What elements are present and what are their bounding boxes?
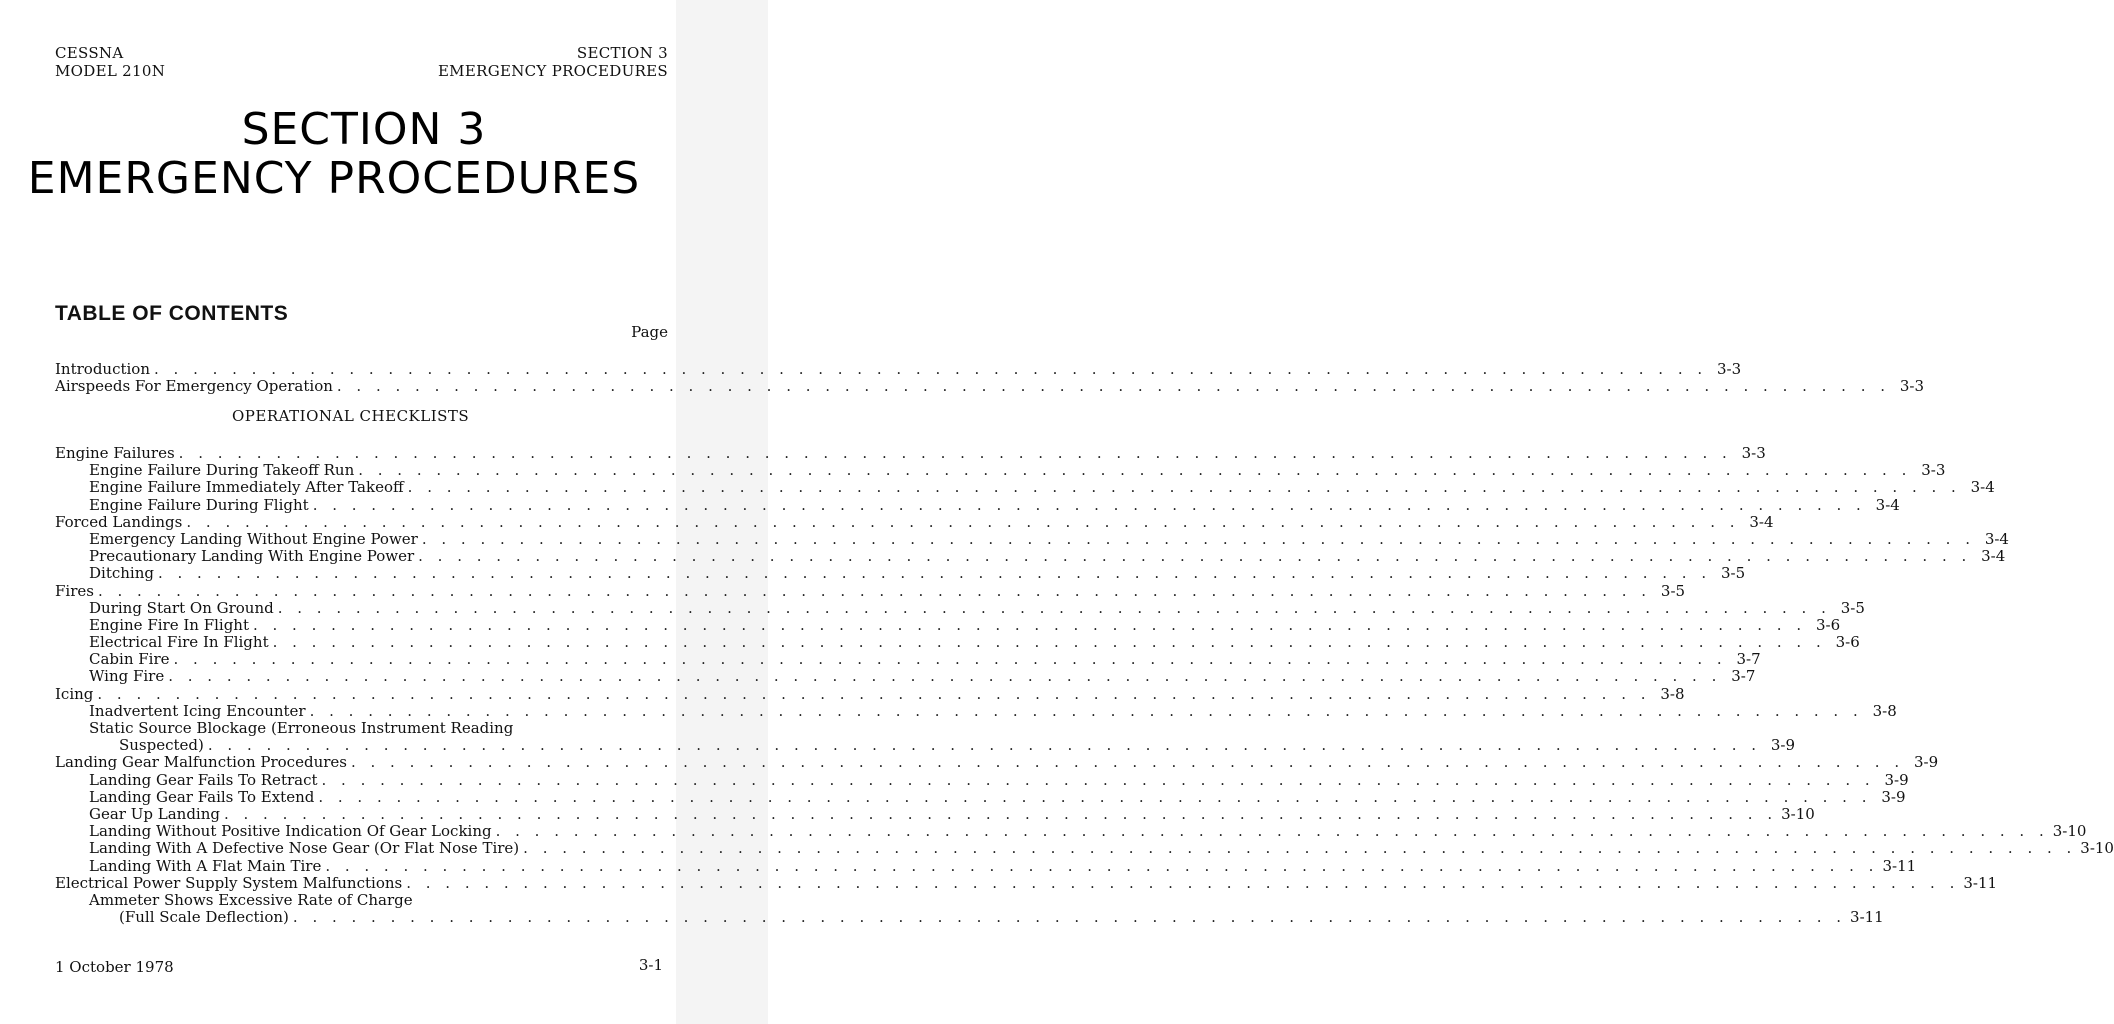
toc-entry-title: (Full Scale Deflection): [119, 908, 289, 927]
toc-leader-dots: . . . . . . . . . . . . . . . . . . . . . . . . . . . . . . . . . . . . . . . . . . . . . . . . . . . . . . . . . . . . . . . . . . . . . . . . . . . . . . . .: [168, 667, 1722, 686]
toc-entry-page: 3-3: [1899, 377, 1925, 396]
toc-leader-dots: . . . . . . . . . . . . . . . . . . . . . . . . . . . . . . . . . . . . . . . . . . . . . . . . . . . . . . . . . . . . . . . . . . . . . . . . . . . . . . . .: [277, 598, 1831, 617]
toc-leader-dots: . . . . . . . . . . . . . . . . . . . . . . . . . . . . . . . . . . . . . . . . . . . . . . . . . . . . . . . . . . . . . . . . . . . . . . . . . . . . . . . .: [173, 650, 1727, 669]
toc-entry-title: Engine Failure During Takeoff Run: [89, 461, 355, 480]
toc-entry-page: 3-4: [1970, 478, 1995, 497]
toc-entry-page: 3-4: [1749, 512, 1774, 531]
toc-entry: [55, 822, 2087, 841]
toc-leader-dots: . . . . . . . . . . . . . . . . . . . . . . . . . . . . . . . . . . . . . . . . . . . . . . . . . . . . . . . . . . . . . . . . . . . . . . . . . . . . . . . .: [207, 736, 1761, 755]
toc-entry-page: 3-9: [1770, 736, 1795, 755]
toc-entry-title: Engine Failure During Flight: [89, 495, 309, 514]
toc-leader-dots: . . . . . . . . . . . . . . . . . . . . . . . . . . . . . . . . . . . . . . . . . . . . . . . . . . . . . . . . . . . . . . . . . . . . . . . . . . . . . . . .: [272, 633, 1826, 652]
running-header-left: [55, 44, 165, 80]
toc-leader-dots: . . . . . . . . . . . . . . . . . . . . . . . . . . . . . . . . . . . . . . . . . . . . . . . . . . . . . . . . . . . . . . . . . . . . . . . . . . . . . . . .: [97, 581, 1652, 600]
toc-entry-page: 3-6: [1815, 615, 1841, 634]
toc-entry: [55, 461, 1946, 480]
toc-entry: [55, 512, 1774, 531]
section-subtitle: EMERGENCY PROCEDURES: [27, 153, 641, 204]
toc-entry: [55, 804, 1815, 823]
toc-leader-dots: . . . . . . . . . . . . . . . . . . . . . . . . . . . . . . . . . . . . . . . . . . . . . . . . . . . . . . . . . . . . . . . . . . . . . . . . . . . . . . . .: [325, 856, 1879, 875]
toc-entry-page: 3-10: [2080, 839, 2114, 858]
toc-entry: [55, 873, 1998, 892]
toc-entry: [55, 564, 1746, 583]
toc-entry: [55, 787, 1906, 806]
toc-entry: [55, 633, 1860, 652]
toc-entry-title: Engine Fire In Flight: [89, 615, 249, 634]
toc-leader-dots: . . . . . . . . . . . . . . . . . . . . . . . . . . . . . . . . . . . . . . . . . . . . . . . . . . . . . . . . . . . . . . . . . . . . . . . . . . . . . . . .: [495, 822, 2049, 841]
toc-leader-dots: . . . . . . . . . . . . . . . . . . . . . . . . . . . . . . . . . . . . . . . . . . . . . . . . . . . . . . . . . . . . . . . . . . . . . . . . . . . . . . . .: [523, 839, 2077, 858]
toc-entry-title: Inadvertent Icing Encounter: [89, 701, 306, 720]
toc-entry-title: Ammeter Shows Excessive Rate of Charge: [89, 890, 413, 909]
toc-leader-dots: . . . . . . . . . . . . . . . . . . . . . . . . . . . . . . . . . . . . . . . . . . . . . . . . . . . . . . . . . . . . . . . . . . . . . . . . . . . . . . . .: [406, 873, 1960, 892]
toc-entry-page: 3-9: [1884, 770, 1909, 789]
toc-leader-dots: . . . . . . . . . . . . . . . . . . . . . . . . . . . . . . . . . . . . . . . . . . . . . . . . . . . . . . . . . . . . . . . . . . . . . . . . . . . . . . . .: [178, 444, 1732, 462]
toc-entry-page: 3-9: [1913, 753, 1939, 772]
toc-entry: [55, 770, 1909, 789]
toc-entry: [55, 581, 1686, 600]
toc-leader-dots: . . . . . . . . . . . . . . . . . . . . . . . . . . . . . . . . . . . . . . . . . . . . . . . . . . . . . . . . . . . . . . . . . . . . . . . . . . . . . . . .: [97, 684, 1651, 703]
toc-intro-list: [55, 360, 1925, 396]
toc-entry: [55, 684, 1685, 703]
toc-entry-page: 3-5: [1720, 564, 1746, 583]
toc-entry: [55, 598, 1865, 617]
running-header-right: [438, 44, 668, 80]
toc-leader-dots: . . . . . . . . . . . . . . . . . . . . . . . . . . . . . . . . . . . . . . . . . . . . . . . . . . . . . . . . . . . . . . . . . . . . . . . . . . . . . . . .: [292, 908, 1847, 927]
toc-entry-title: Static Source Blockage (Erroneous Instrument Reading: [89, 719, 514, 737]
header-section-title: EMERGENCY PROCEDURES: [437, 62, 668, 80]
toc-entry: [55, 856, 1917, 875]
toc-heading: TABLE OF CONTENTS: [55, 302, 289, 325]
toc-entry-title: Cabin Fire: [89, 650, 170, 669]
toc-entry-page: 3-7: [1736, 650, 1761, 669]
toc-leader-dots: . . . . . . . . . . . . . . . . . . . . . . . . . . . . . . . . . . . . . . . . . . . . . . . . . . . . . . . . . . . . . . . . . . . . . . . . . . . . . . . .: [336, 377, 1891, 396]
toc-entry: [55, 839, 2114, 858]
toc-entry: [55, 615, 1841, 634]
toc-entry-page: 3-11: [1882, 856, 1917, 875]
toc-leader-dots: . . . . . . . . . . . . . . . . . . . . . . . . . . . . . . . . . . . . . . . . . . . . . . . . . . . . . . . . . . . . . . . . . . . . . . . . . . . . . . . .: [321, 770, 1875, 789]
toc-entry-page: 3-4: [1984, 529, 2009, 548]
toc-leader-dots: . . . . . . . . . . . . . . . . . . . . . . . . . . . . . . . . . . . . . . . . . . . . . . . . . . . . . . . . . . . . . . . . . . . . . . . . . . . . . . . .: [407, 478, 1961, 497]
toc-entry-page: 3-11: [1850, 908, 1884, 927]
toc-entry-page: 3-9: [1881, 787, 1906, 806]
toc-entry: [55, 495, 1900, 514]
toc-entry-title: Landing Without Positive Indication Of Gear Locking: [89, 822, 492, 841]
toc-entry: [55, 360, 1742, 378]
toc-leader-dots: . . . . . . . . . . . . . . . . . . . . . . . . . . . . . . . . . . . . . . . . . . . . . . . . . . . . . . . . . . . . . . . . . . . . . . . . . . . . . . . .: [350, 753, 1905, 772]
toc-entry: [55, 891, 669, 908]
toc-entry-title: Engine Failures: [55, 444, 175, 462]
toc-entry-page: 3-4: [1981, 547, 2006, 566]
header-section: SECTION 3: [576, 44, 668, 62]
toc-entry: [55, 667, 1756, 686]
toc-leader-dots: . . . . . . . . . . . . . . . . . . . . . . . . . . . . . . . . . . . . . . . . . . . . . . . . . . . . . . . . . . . . . . . . . . . . . . . . . . . . . . . .: [312, 495, 1866, 514]
toc-entry-page: 3-8: [1872, 701, 1897, 720]
toc-leader-dots: . . . . . . . . . . . . . . . . . . . . . . . . . . . . . . . . . . . . . . . . . . . . . . . . . . . . . . . . . . . . . . . . . . . . . . . . . . . . . . . .: [358, 461, 1912, 480]
toc-entry: [55, 377, 1925, 396]
toc-checklist-list: [55, 444, 2114, 927]
toc-entry-title: Introduction: [55, 360, 150, 378]
footer-date: 1 October 1978: [55, 958, 174, 976]
toc-entry-title: Wing Fire: [89, 667, 165, 686]
toc-entry-title: Engine Failure Immediately After Takeoff: [89, 478, 404, 497]
toc-entry-page: 3-8: [1660, 684, 1685, 703]
toc-leader-dots: . . . . . . . . . . . . . . . . . . . . . . . . . . . . . . . . . . . . . . . . . . . . . . . . . . . . . . . . . . . . . . . . . . . . . . . . . . . . . . . .: [186, 512, 1740, 531]
toc-entry-page: 3-10: [2052, 822, 2087, 841]
toc-leader-dots: . . . . . . . . . . . . . . . . . . . . . . . . . . . . . . . . . . . . . . . . . . . . . . . . . . . . . . . . . . . . . . . . . . . . . . . . . . . . . . . .: [309, 701, 1863, 720]
toc-entry-page: 3-3: [1921, 461, 1946, 480]
toc-entry-title: Fires: [55, 581, 94, 600]
page-column-label: Page: [631, 323, 668, 341]
toc-leader-dots: . . . . . . . . . . . . . . . . . . . . . . . . . . . . . . . . . . . . . . . . . . . . . . . . . . . . . . . . . . . . . . . . . . . . . . . . . . . . . . . .: [157, 564, 1712, 583]
footer-page-number: 3-1: [638, 956, 663, 974]
toc-entry: [55, 650, 1761, 669]
toc-entry-page: 3-5: [1660, 581, 1686, 600]
toc-entry-title: Precautionary Landing With Engine Power: [89, 547, 415, 566]
toc-entry-page: 3-10: [1781, 804, 1815, 823]
toc-leader-dots: . . . . . . . . . . . . . . . . . . . . . . . . . . . . . . . . . . . . . . . . . . . . . . . . . . . . . . . . . . . . . . . . . . . . . . . . . . . . . . . .: [318, 787, 1872, 806]
header-manufacturer: CESSNA: [55, 44, 124, 62]
toc-leader-dots: . . . . . . . . . . . . . . . . . . . . . . . . . . . . . . . . . . . . . . . . . . . . . . . . . . . . . . . . . . . . . . . . . . . . . . . . . . . . . . . .: [252, 615, 1807, 634]
toc-entry-page: 3-6: [1835, 633, 1860, 652]
toc-entry: [55, 529, 2009, 548]
toc-entry-title: Airspeeds For Emergency Operation: [55, 377, 333, 396]
toc-entry-title: Ditching: [89, 564, 154, 583]
toc-entry: [55, 908, 1884, 927]
toc-entry: [55, 478, 1995, 497]
toc-entry-title: Landing Gear Fails To Extend: [89, 787, 315, 806]
toc-entry-page: 3-7: [1731, 667, 1756, 686]
toc-entry-title: Landing Gear Malfunction Procedures: [55, 753, 347, 772]
toc-leader-dots: . . . . . . . . . . . . . . . . . . . . . . . . . . . . . . . . . . . . . . . . . . . . . . . . . . . . . . . . . . . . . . . . . . . . . . . . . . . . . . . .: [418, 547, 1972, 566]
toc-entry-page: 3-5: [1840, 598, 1865, 617]
toc-leader-dots: . . . . . . . . . . . . . . . . . . . . . . . . . . . . . . . . . . . . . . . . . . . . . . . . . . . . . . . . . . . . . . . . . . . . . . . . . . . . . . . .: [421, 529, 1975, 548]
toc-entry: [55, 701, 1897, 720]
toc-entry-page: 3-3: [1741, 444, 1766, 462]
toc-entry: [55, 736, 1795, 755]
toc-leader-dots: . . . . . . . . . . . . . . . . . . . . . . . . . . . . . . . . . . . . . . . . . . . . . . . . . . . . . . . . . . . . . . . . . . . . . . . . . . . . . . . .: [223, 804, 1778, 823]
toc-entry-title: Emergency Landing Without Engine Power: [89, 529, 418, 548]
toc-entry-page: 3-3: [1716, 360, 1742, 378]
toc-entry-page: 3-11: [1963, 873, 1998, 892]
toc-entry: [55, 753, 1939, 772]
toc-entry-title: Landing Gear Fails To Retract: [89, 770, 318, 789]
toc-entry-title: Landing With A Flat Main Tire: [89, 856, 322, 875]
toc-entry-title: Icing: [55, 684, 94, 703]
section-title: SECTION 3: [241, 104, 487, 155]
toc-entry-title: Electrical Power Supply System Malfunctions: [55, 873, 403, 892]
toc-entry-title: Electrical Fire In Flight: [89, 633, 269, 652]
toc-entry-title: Suspected): [119, 736, 204, 755]
toc-leader-dots: . . . . . . . . . . . . . . . . . . . . . . . . . . . . . . . . . . . . . . . . . . . . . . . . . . . . . . . . . . . . . . . . . . . . . . . . . . . . . . . .: [154, 360, 1708, 378]
toc-entry-page: 3-4: [1875, 495, 1900, 514]
toc-entry-title: During Start On Ground: [89, 598, 274, 617]
toc-entry: [55, 444, 1766, 462]
toc-entry-title: Gear Up Landing: [89, 804, 220, 823]
header-model: MODEL 210N: [55, 62, 166, 80]
toc-entry: [55, 719, 669, 736]
toc-entry: [55, 547, 2006, 566]
toc-entry-title: Landing With A Defective Nose Gear (Or Flat Nose Tire): [89, 839, 520, 858]
toc-entry-title: Forced Landings: [55, 512, 183, 531]
operational-checklists-heading: OPERATIONAL CHECKLISTS: [232, 407, 470, 425]
